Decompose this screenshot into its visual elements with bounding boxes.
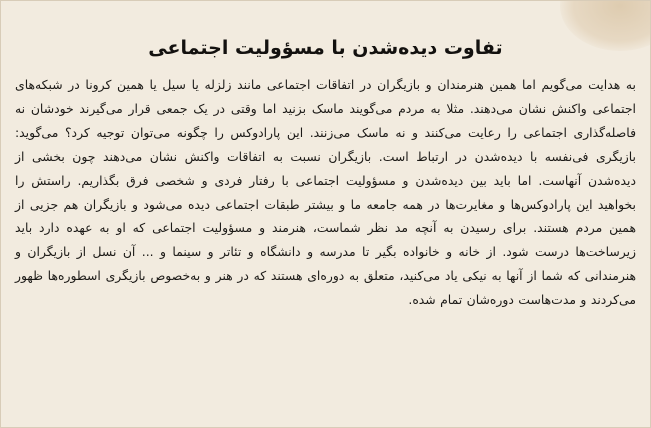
article bbox=[15, 35, 636, 312]
article-title: تفاوت دیده‌شدن با مسؤولیت اجتماعی bbox=[148, 37, 503, 59]
article-body: به هدایت می‌گویم اما همین هنرمندان و بازیگران در اتفاقات اجتماعی مانند زلزله یا سیل یا همین کرونا در شبکه‌های اجتماعی واکنش نشان می‌دهند. مثلا به مردم می‌گویند ماسک بزنید اما وقتی در یک جمعی قرار می‌گیرند خودشان نه فاصله‌گذاری اجتماعی را رعایت می‌کنند و نه ماسک می‌زنند. این پارادوکس را چگونه می‌توان توجیه کرد؟ می‌گوید: بازیگری فی‌نفسه با دیده‌شدن در ارتباط است. بازیگران نسبت به اتفاقات واکنش نشان می‌دهند چون بخشی از دیده‌شدن آنهاست. اما باید بین دیده‌شدن و مسؤولیت اجتماعی با رفتار فردی و شخصی فرق بگذاریم. راستش را بخواهید این پارادوکس‌ها و مغایرت‌ها در همه جامعه ما و بیشتر طبقات اجتماعی دیده می‌شود و بازیگران هم جزیی از همین مردم هستند. برای رسیدن به آنچه مد نظر شماست، هنرمند و مسؤولیت اجتماعی که او به عهده دارد باید زیرساخت‌ها درست شود. از خانه و خانواده بگیر تا مدرسه و دانشگاه و تئاتر و سینما و ... آن نسل از بازیگران و هنرمندانی که شما از آنها به نیکی یاد می‌کنید، متعلق به دوره‌ای هستند که در هنر و به‌خصوص بازیگری اسطوره‌ها ظهور می‌کردند و مدت‌هاست دوره‌شان تمام شده. bbox=[15, 77, 636, 308]
